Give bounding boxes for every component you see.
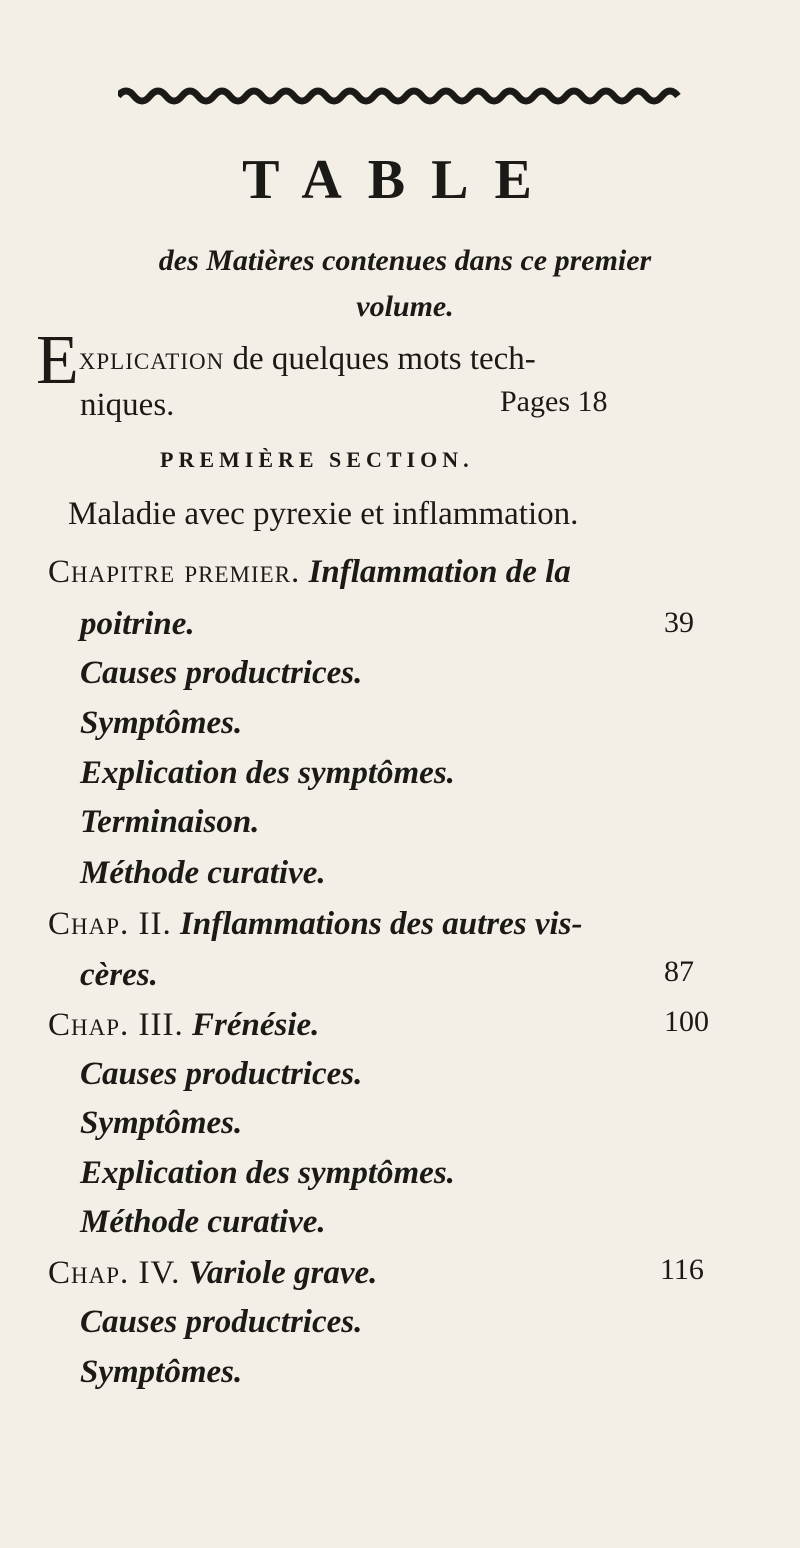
- page-subtitle: des Matières contenues dans ce premier volume.: [158, 244, 652, 323]
- section-subtitle: Maladie avec pyrexie et inflammation.: [68, 496, 579, 532]
- chapter-3-line: [48, 1005, 319, 1045]
- section-title: PREMIÈRE SECTION.: [160, 447, 474, 472]
- intro-page: Pages 18: [500, 385, 608, 418]
- chapter-3-item: Causes productrices.: [80, 1056, 363, 1092]
- chapter-2-title: Inflammations des autres vis-: [180, 906, 583, 942]
- chapter-1-item: Terminaison.: [80, 804, 260, 840]
- chapter-3-label: Chap. III.: [48, 1007, 184, 1043]
- page-title: TABLE: [242, 149, 558, 211]
- chapter-1-page: 39: [664, 606, 694, 639]
- chapter-1-title: Inflammation de la: [308, 554, 571, 590]
- chapter-1-item: Causes productrices.: [80, 655, 363, 691]
- chapter-1-line: [48, 552, 571, 592]
- chapter-4-line: [48, 1253, 377, 1293]
- chapter-2-label: Chap. II.: [48, 906, 172, 942]
- intro-cont: niques.: [80, 387, 175, 423]
- chapter-3-item: Méthode curative.: [80, 1204, 326, 1240]
- chapter-4-label: Chap. IV.: [48, 1255, 181, 1291]
- chapter-3-page: 100: [664, 1005, 709, 1038]
- intro-keyword: xplication: [78, 341, 225, 377]
- chapter-3-item: Explication des symptômes.: [80, 1155, 455, 1191]
- chapter-4-item: Symptômes.: [80, 1354, 243, 1390]
- chapter-2-line: [48, 904, 582, 944]
- chapter-1-item: Explication des symptômes.: [80, 755, 455, 791]
- chapter-4-page: 116: [660, 1253, 704, 1286]
- chapter-4-title: Variole grave.: [188, 1255, 378, 1291]
- chapter-4-item: Causes productrices.: [80, 1304, 363, 1340]
- intro-rest: de quelques mots tech-: [232, 341, 536, 377]
- ornament-border: [118, 84, 683, 108]
- chapter-1-item: Méthode curative.: [80, 855, 326, 891]
- chapter-2-page: 87: [664, 955, 694, 988]
- chapter-1-label: Chapitre premier.: [48, 554, 301, 590]
- chapter-1-title-cont: poitrine.: [80, 606, 195, 642]
- chapter-3-item: Symptômes.: [80, 1105, 243, 1141]
- chapter-2-title-cont: cères.: [80, 957, 158, 993]
- chapter-1-item: Symptômes.: [80, 705, 243, 741]
- drop-cap: E: [36, 322, 79, 399]
- chapter-3-title: Frénésie.: [192, 1007, 320, 1043]
